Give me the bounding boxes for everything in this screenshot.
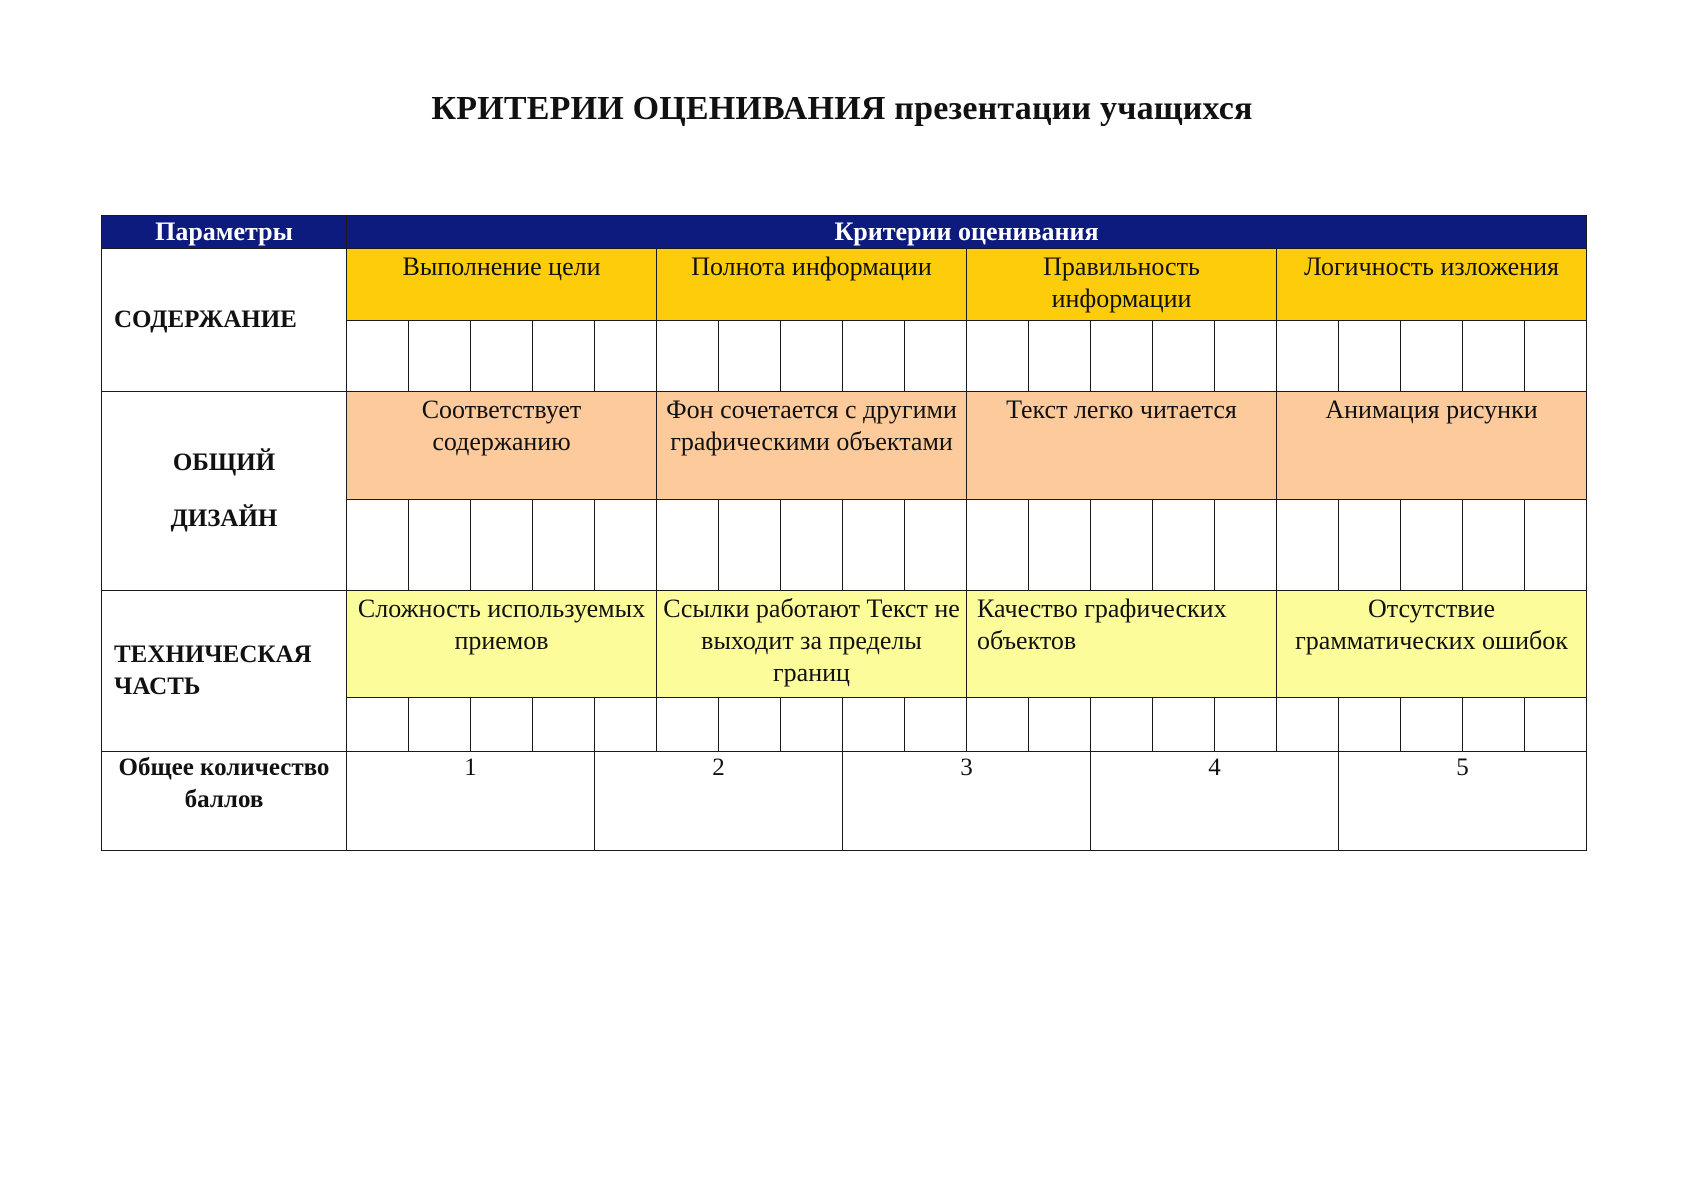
section-label-design-line2: ДИЗАЙН [170,505,278,532]
mark-cell[interactable] [1029,698,1091,752]
mark-cell[interactable] [409,500,471,591]
mark-cell[interactable] [1029,321,1091,392]
mark-cell[interactable] [719,321,781,392]
mark-cell[interactable] [1091,321,1153,392]
criterion-cell: Соответствует содержанию [347,392,657,500]
score-cell[interactable]: 4 [1091,752,1339,851]
mark-cell[interactable] [905,321,967,392]
criterion-cell: Анимация рисунки [1277,392,1587,500]
mark-cell[interactable] [471,500,533,591]
score-cell[interactable]: 1 [347,752,595,851]
total-row [102,752,1587,851]
mark-cell[interactable] [781,500,843,591]
mark-cell[interactable] [1339,698,1401,752]
score-cell[interactable]: 3 [843,752,1091,851]
design-criteria-row [102,392,1587,500]
criterion-cell: Полнота информации [657,249,967,321]
mark-cell[interactable] [1401,500,1463,591]
mark-cell[interactable] [1215,500,1277,591]
mark-cell[interactable] [1525,698,1587,752]
mark-cell[interactable] [719,698,781,752]
mark-cell[interactable] [781,698,843,752]
mark-cell[interactable] [1215,698,1277,752]
mark-cell[interactable] [1463,698,1525,752]
mark-cell[interactable] [843,698,905,752]
mark-cell[interactable] [967,698,1029,752]
section-label-tech: ТЕХНИЧЕСКАЯ ЧАСТЬ [102,591,347,752]
mark-cell[interactable] [1153,321,1215,392]
criterion-cell: Логичность изложения [1277,249,1587,321]
section-label-content: СОДЕРЖАНИЕ [102,249,347,392]
mark-cell[interactable] [1153,500,1215,591]
header-row [102,216,1587,249]
mark-cell[interactable] [533,500,595,591]
criterion-cell: Качество графических объектов [967,591,1277,698]
mark-cell[interactable] [1525,500,1587,591]
criterion-cell: Выполнение цели [347,249,657,321]
mark-cell[interactable] [1215,321,1277,392]
mark-cell[interactable] [657,698,719,752]
mark-cell[interactable] [1339,500,1401,591]
mark-cell[interactable] [657,321,719,392]
tech-criteria-row [102,591,1587,698]
mark-cell[interactable] [347,321,409,392]
total-label: Общее количество баллов [102,752,347,851]
mark-cell[interactable] [843,500,905,591]
mark-cell[interactable] [471,321,533,392]
mark-cell[interactable] [595,698,657,752]
mark-cell[interactable] [533,321,595,392]
mark-cell[interactable] [1525,321,1587,392]
mark-cell[interactable] [657,500,719,591]
criterion-cell: Отсутствие грамматических ошибок [1277,591,1587,698]
criterion-cell: Ссылки работают Текст не выходит за пределы границ [657,591,967,698]
mark-cell[interactable] [967,321,1029,392]
mark-cell[interactable] [409,321,471,392]
mark-cell[interactable] [471,698,533,752]
section-label-design-line1: ОБЩИЙ [172,449,276,476]
section-label-design [102,392,347,591]
mark-cell[interactable] [1277,500,1339,591]
content-criteria-row [102,249,1587,321]
criteria-table [101,215,1587,851]
mark-cell[interactable] [1401,698,1463,752]
mark-cell[interactable] [595,321,657,392]
mark-cell[interactable] [719,500,781,591]
page-title: КРИТЕРИИ ОЦЕНИВАНИЯ презентации учащихся [431,90,1253,127]
mark-cell[interactable] [1463,500,1525,591]
header-params: Параметры [102,216,347,249]
mark-cell[interactable] [781,321,843,392]
mark-cell[interactable] [533,698,595,752]
criterion-cell: Правильность информации [967,249,1277,321]
mark-cell[interactable] [1277,321,1339,392]
score-cell[interactable]: 2 [595,752,843,851]
mark-cell[interactable] [843,321,905,392]
mark-cell[interactable] [1153,698,1215,752]
mark-cell[interactable] [1029,500,1091,591]
criterion-cell: Сложность используемых приемов [347,591,657,698]
mark-cell[interactable] [409,698,471,752]
mark-cell[interactable] [1463,321,1525,392]
mark-cell[interactable] [1091,500,1153,591]
mark-cell[interactable] [1401,321,1463,392]
header-criteria: Критерии оценивания [347,216,1587,249]
mark-cell[interactable] [967,500,1029,591]
criterion-cell: Текст легко читается [967,392,1277,500]
mark-cell[interactable] [1091,698,1153,752]
criterion-cell: Фон сочетается с другими графическими объектами [657,392,967,500]
mark-cell[interactable] [347,698,409,752]
mark-cell[interactable] [347,500,409,591]
mark-cell[interactable] [905,500,967,591]
score-cell[interactable]: 5 [1339,752,1587,851]
mark-cell[interactable] [595,500,657,591]
mark-cell[interactable] [1277,698,1339,752]
mark-cell[interactable] [1339,321,1401,392]
mark-cell[interactable] [905,698,967,752]
